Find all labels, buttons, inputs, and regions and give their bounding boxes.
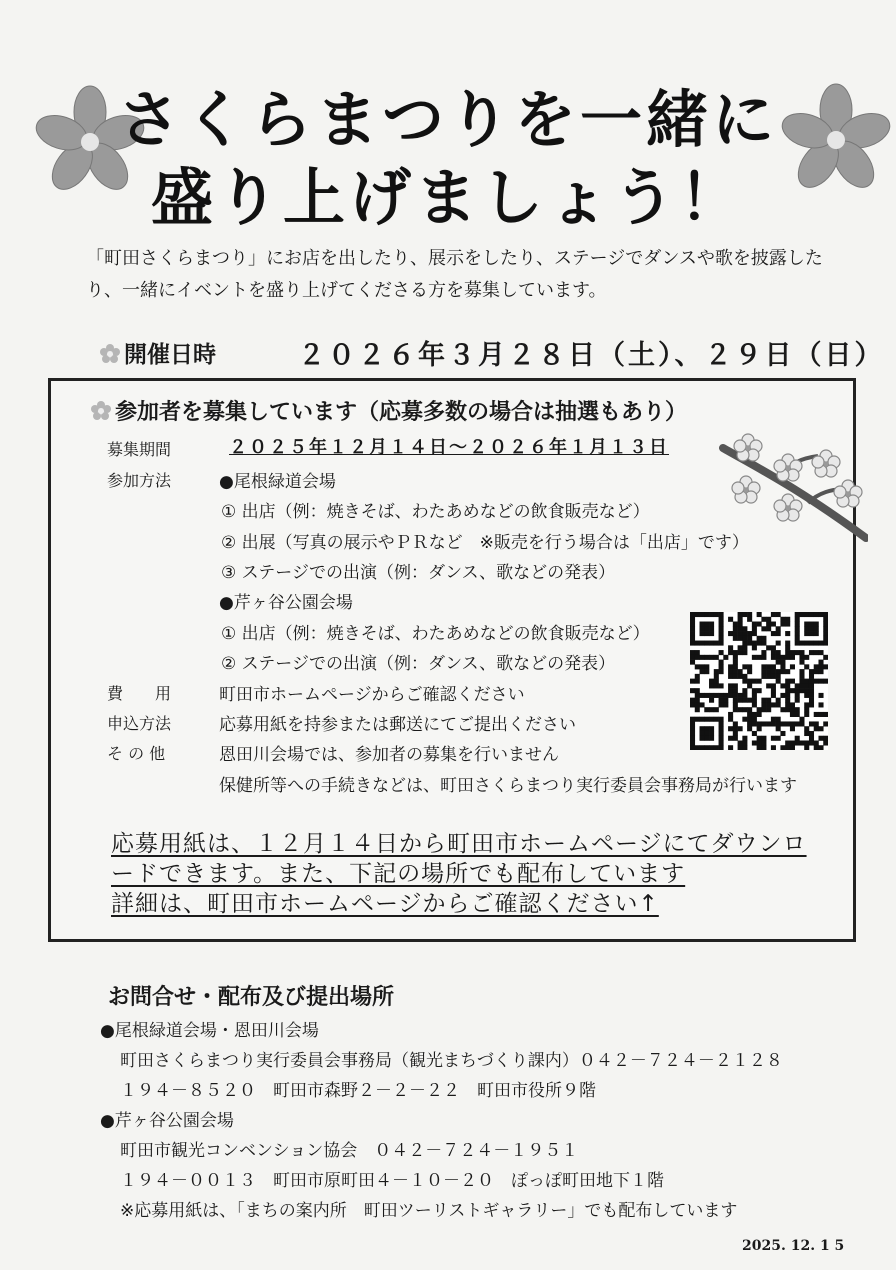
- venue2-item-1: ① 出店（例：焼きそば、わたあめなどの飲食販売など）: [221, 624, 650, 644]
- qr-code[interactable]: [690, 612, 828, 750]
- schedule-value: ２０２６年３月２８日（土）、２９日（日）: [298, 340, 885, 371]
- venue2-label: ●芹ヶ谷公園会場: [219, 593, 353, 613]
- contact-venue-a: ●尾根緑道会場・恩田川会場: [100, 1021, 319, 1041]
- intro-line-1: 「町田さくらまつり」にお店を出したり、展示をしたり、ステージでダンスや歌を披露した: [86, 248, 823, 269]
- title-line-1: さくらまつりを一緒に: [117, 83, 778, 156]
- venue1-item-3: ③ ステージでの出演（例：ダンス、歌などの発表）: [221, 563, 616, 583]
- contact-venue-b: ●芹ヶ谷公園会場: [100, 1111, 234, 1131]
- contact-address-b: １９４－００１３ 町田市原町田４－１０－２０ ぽっぽ町田地下１階: [120, 1171, 664, 1191]
- intro-line-2: り、一緒にイベントを盛り上げてくださる方を募集しています。: [86, 280, 607, 301]
- venue1-item-2: ② 出展（写真の展示やＰＲなど ※販売を行う場合は「出店」です）: [221, 533, 749, 553]
- date-stamp: 2025. 12. 1 5: [742, 1238, 845, 1254]
- flower-bullet-icon: [100, 344, 120, 364]
- contact-address-a: １９４－８５２０ 町田市森野２－２－２２ 町田市役所９階: [120, 1081, 596, 1101]
- fee-value: 町田市ホームページからご確認ください: [219, 685, 525, 705]
- schedule-label-text: 開催日時: [124, 342, 216, 368]
- other-label: そ の 他: [107, 744, 166, 763]
- other-value-1: 恩田川会場では、参加者の募集を行いません: [219, 745, 559, 765]
- contact-note: ※応募用紙は、「まちの案内所 町田ツーリストギャラリー」でも配布しています: [120, 1201, 738, 1221]
- apply-label: 申込方法: [107, 714, 172, 733]
- venue1-label: ●尾根緑道会場: [219, 472, 336, 492]
- other-value-2: 保健所等への手続きなどは、町田さくらまつり実行委員会事務局が行います: [219, 776, 797, 796]
- method-label: 参加方法: [107, 471, 172, 490]
- contact-heading: お問合せ・配布及び提出場所: [108, 985, 395, 1010]
- venue1-item-1: ① 出店（例：焼きそば、わたあめなどの飲食販売など）: [221, 502, 650, 522]
- note-line-3: 詳細は、町田市ホームページからご確認ください↑: [111, 891, 659, 917]
- note-line-2: ードできます。また、下記の場所でも配布しています: [111, 861, 686, 887]
- recruitment-heading-text: 参加者を募集しています（応募多数の場合は抽選もあり）: [115, 400, 688, 425]
- recruitment-heading: [91, 395, 687, 426]
- period-value: ２０２５年１２月１４日～２０２６年１月１３日: [229, 437, 669, 458]
- title-line-2: 盛り上げましょう！: [150, 161, 745, 234]
- contact-office-b: 町田市観光コンベンション協会 ０４２－７２４－１９５１: [120, 1141, 579, 1161]
- venue2-item-2: ② ステージでの出演（例：ダンス、歌などの発表）: [221, 654, 616, 674]
- flower-bullet-icon: [91, 401, 111, 421]
- cherry-branch-illustration: [718, 428, 868, 546]
- schedule-label: [100, 336, 216, 369]
- note-line-1: 応募用紙は、１２月１４日から町田市ホームページにてダウンロ: [111, 831, 807, 857]
- intro-text: [86, 243, 856, 307]
- contact-office-a: 町田さくらまつり実行委員会事務局（観光まちづくり課内）０４２－７２４－２１２８: [120, 1051, 783, 1071]
- apply-value: 応募用紙を持参または郵送にてご提出ください: [219, 715, 576, 735]
- period-label: 募集期間: [107, 440, 172, 459]
- fee-label: 費 用: [107, 684, 172, 703]
